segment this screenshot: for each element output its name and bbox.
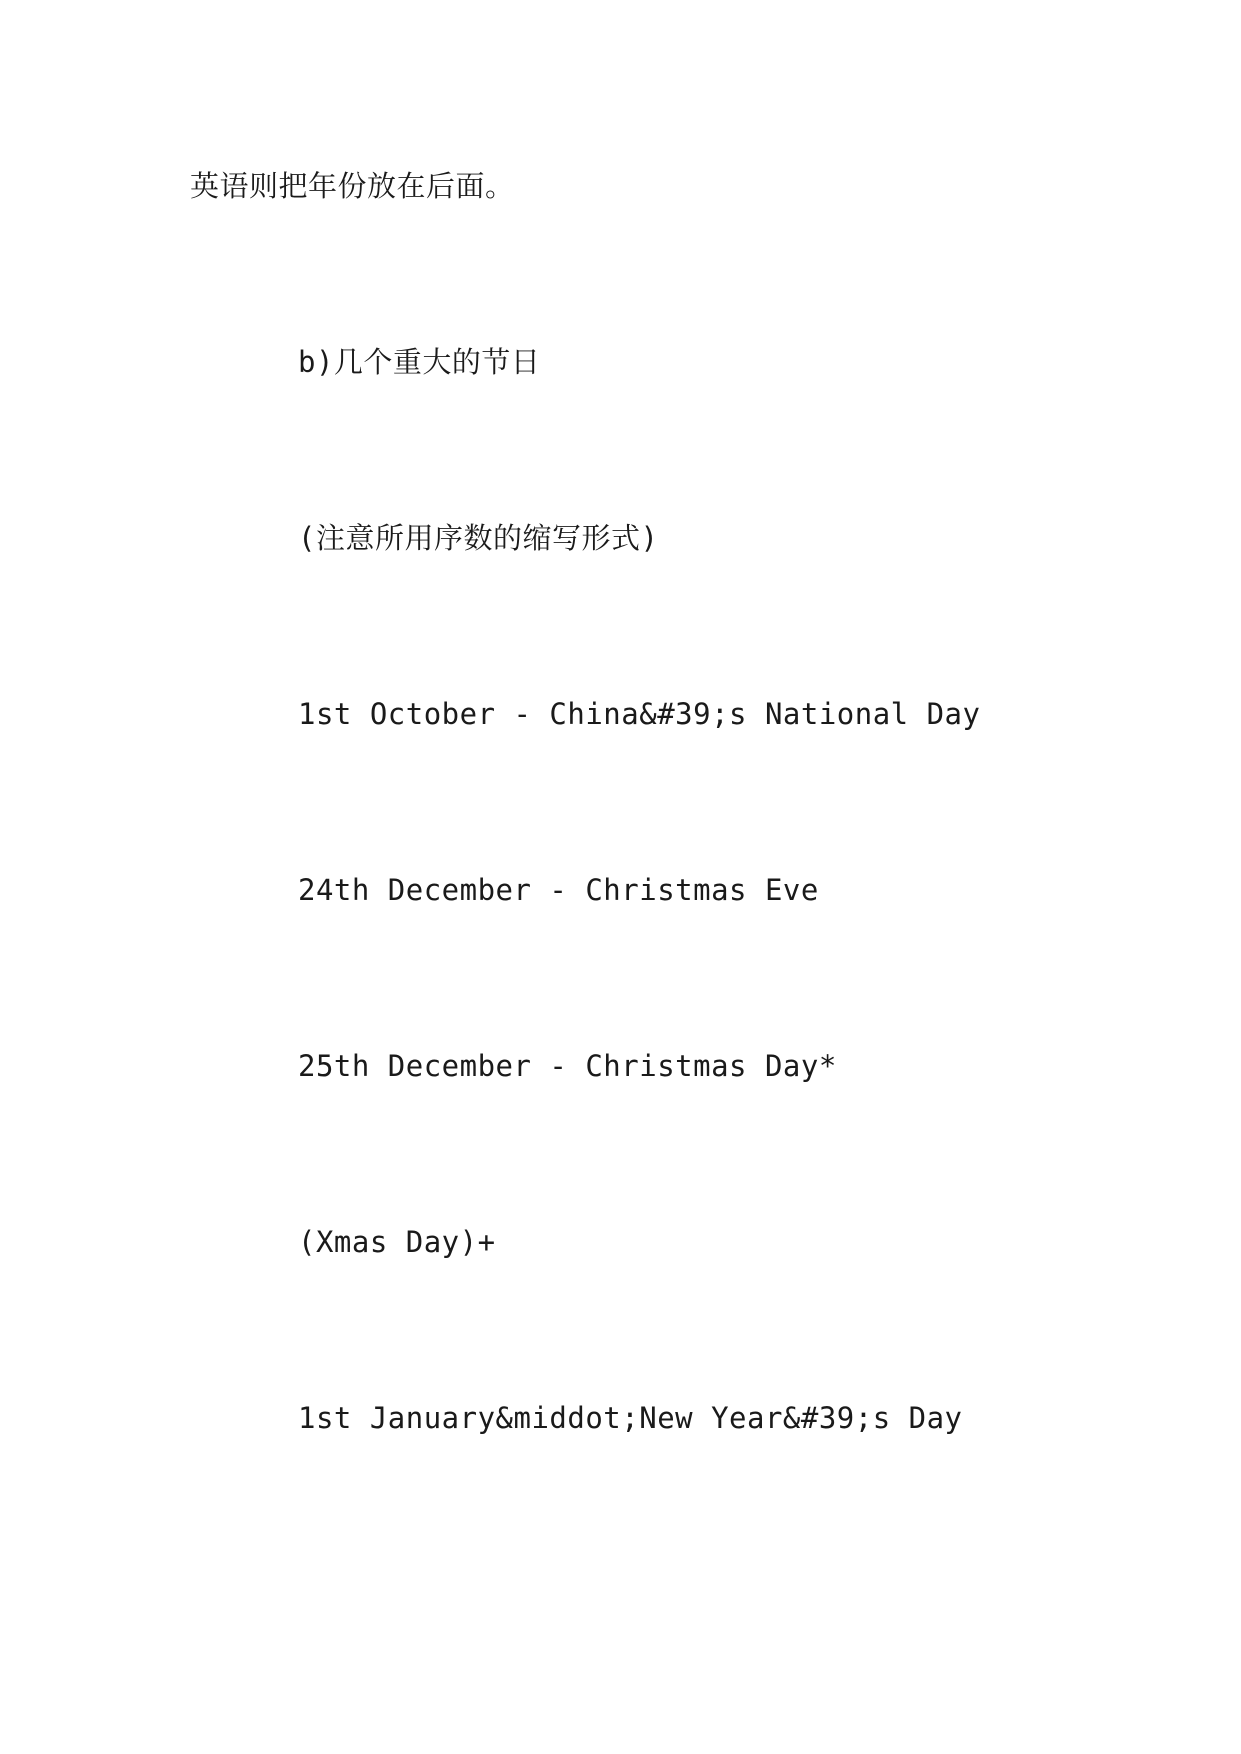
ordinal-abbreviation-note: (注意所用序数的缩写形式) [298,521,659,555]
holiday-xmas-day: (Xmas Day)+ [298,1225,496,1259]
holiday-new-years-day: 1st January&middot;New Year&#39;s Day [298,1401,963,1435]
section-heading-holidays: b)几个重大的节日 [298,345,541,379]
holiday-christmas-day: 25th December - Christmas Day* [298,1049,837,1083]
holiday-national-day: 1st October - China&#39;s National Day [298,697,981,731]
holiday-christmas-eve: 24th December - Christmas Eve [298,873,819,907]
paragraph-year-order-note: 英语则把年份放在后面。 [190,169,515,203]
